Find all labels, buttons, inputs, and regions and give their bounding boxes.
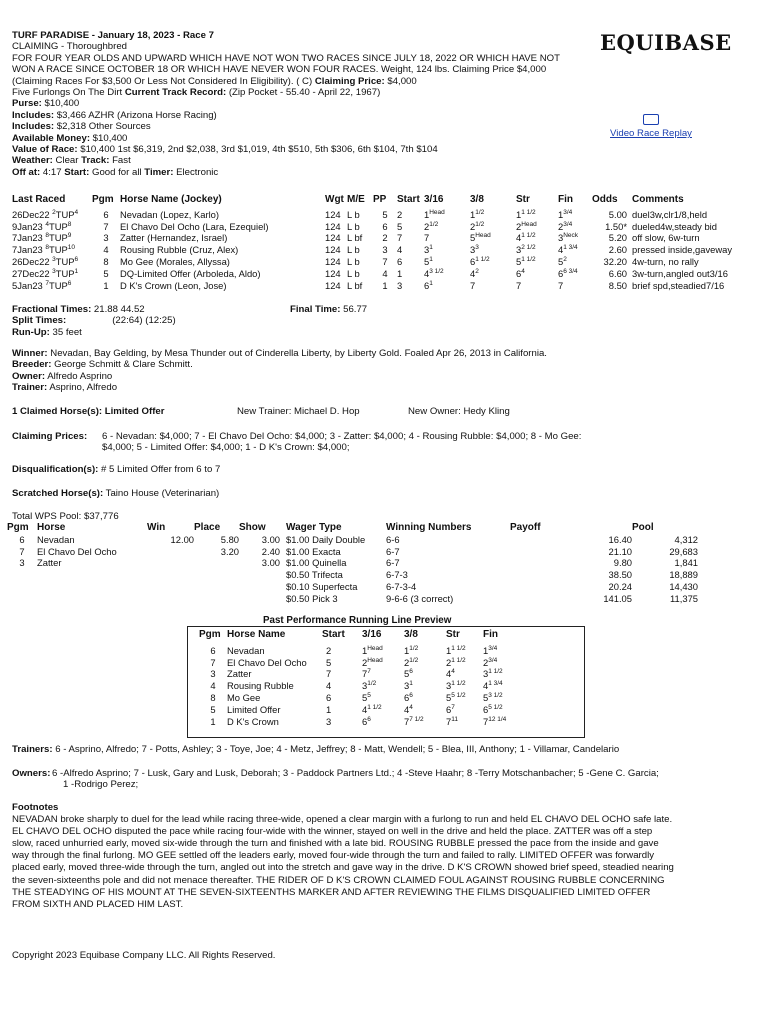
pp: 7 bbox=[382, 255, 388, 267]
last-raced: 27Dec22 $^3$TUP$^1$ bbox=[12, 267, 79, 279]
last-raced: 7Jan23 $^8$TUP$^{10}$ bbox=[12, 244, 75, 256]
col-fin: Fin bbox=[558, 194, 573, 205]
pp-row: 7 El Chavo Del Ocho 5 $2^{Head}$ $2^{1/2}$ $2^{1 1/2}$ $2^{3/4}$ bbox=[210, 656, 498, 668]
col-pgm: Pgm bbox=[92, 194, 114, 205]
col-last-raced: Last Raced bbox=[12, 194, 66, 205]
results-row bbox=[12, 256, 752, 268]
call-38: $6^{1 1/2}$ bbox=[470, 255, 490, 267]
results-row bbox=[12, 244, 752, 256]
available-money: Available Money: $10,400 bbox=[12, 132, 128, 144]
pp-row: 3 Zatter 7 $7^7$ $5^6$ $4^4$ $3^{1 1/2}$ bbox=[210, 668, 503, 680]
last-raced: 26Dec22 $^3$TUP$^6$ bbox=[12, 255, 79, 267]
trainer-line: Trainer: Asprino, Alfredo bbox=[12, 382, 118, 394]
wgt: 124 bbox=[325, 208, 341, 220]
pp: 1 bbox=[382, 279, 388, 291]
col-comments: Comments bbox=[632, 194, 684, 205]
pgm: 3 bbox=[103, 232, 109, 244]
horse-jockey: DQ-Limited Offer (Arboleda, Aldo) bbox=[120, 267, 261, 279]
includes-azhr: Includes: $3,466 AZHR (Arizona Horse Racing) bbox=[12, 109, 217, 121]
results-table bbox=[12, 194, 752, 291]
final-time: Final Time: 56.77 bbox=[290, 304, 368, 315]
odds: 1.50* bbox=[605, 220, 627, 232]
comment: duel3w,clr1/8,held bbox=[632, 208, 708, 220]
start: 5 bbox=[397, 220, 403, 232]
call-fin: $2^{3/4}$ bbox=[558, 220, 573, 232]
copyright: Copyright 2023 Equibase Company LLC. All Rights Reserved. bbox=[12, 950, 276, 961]
wager-row: $1.00 Daily Double 6-6 16.40 4,312 bbox=[286, 533, 698, 545]
pp: 2 bbox=[382, 232, 388, 244]
results-header-row bbox=[12, 194, 752, 206]
fractional-times: Fractional Times: 21.88 44.52 bbox=[12, 304, 145, 315]
last-raced: 7Jan23 $^8$TUP$^9$ bbox=[12, 232, 72, 244]
claimed-horses: 1 Claimed Horse(s): Limited Offer bbox=[12, 406, 165, 417]
pp-title: Past Performance Running Line Preview bbox=[263, 615, 452, 626]
wps-row: 3 Zatter 3.00 bbox=[19, 557, 280, 569]
run-up: Run-Up: 35 feet bbox=[12, 326, 82, 338]
claiming-prices: 6 - Nevadan: $4,000; 7 - El Chavo Del Ocho: $4,000; 3 - Zatter: $4,000; 4 - Rousing Rubble: $4,000; 8 - Mo Gee: $4,000; 5 - Limited Offer: $4,000; 1 - D K's Crown: $4,000; bbox=[102, 431, 582, 454]
video-replay-label[interactable]: Video Race Replay bbox=[610, 128, 692, 139]
pgm: 6 bbox=[103, 208, 109, 220]
comment: dueled4w,steady bid bbox=[632, 220, 717, 232]
wps-row: 7 El Chavo Del Ocho 3.20 2.40 bbox=[19, 545, 280, 557]
wager-row: $0.50 Trifecta 6-7-3 38.50 18,889 bbox=[286, 569, 698, 581]
wps-pool: Total WPS Pool: $37,776 bbox=[12, 511, 119, 522]
exotic-table: Wager Type Winning Numbers Payoff Pool $1.00 Daily Double 6-6 16.40 4,312 $1.00 Exacta 6-7 21.10 29,683 $1.00 Quinella 6-7 9.80 1,841 $0.50 Trifecta 6-7-3 38.50 18,889 $0.10 Superfecta 6-7-3-4 20.24 14,430 $0.50 Pick 3 9-6-6 (3 correct) 141.05 11,375 bbox=[286, 522, 698, 604]
race-header bbox=[12, 30, 560, 178]
pp-header-row: Pgm Horse Name Start 3/16 3/8 Str Fin bbox=[199, 629, 498, 640]
call-str: $3^{2 1/2}$ bbox=[516, 244, 536, 256]
last-raced: 26Dec22 $^2$TUP$^4$ bbox=[12, 208, 79, 220]
call-fin: $5^2$ bbox=[558, 255, 567, 267]
odds: 32.20 bbox=[603, 255, 627, 267]
pp: 3 bbox=[382, 244, 388, 256]
col-me: M/E bbox=[347, 194, 365, 205]
call-str: $2^{Head}$ bbox=[516, 220, 537, 232]
claiming-prices-label: Claiming Prices: bbox=[12, 431, 88, 442]
trainers-line: Trainers: 6 - Asprino, Alfredo; 7 - Potts, Ashley; 3 - Toye, Joe; 4 - Metz, Jeffrey; 8 - Matt, Wendell; 5 - Blea, III, Anthony; 1 - Villamar, Candelario bbox=[12, 744, 620, 755]
me: L bf bbox=[347, 279, 363, 291]
footnotes: Footnotes NEVADAN broke sharply to duel for the lead while racing three-wide, opened a clear margin with a furlong to run and held EL CHAVO DEL OCHO safe late. EL CHAVO DEL OCHO disputed the pace while racing four-wide with the winner, stayed on well in the drive and held the place. ZATTER was off a step slow, raced unhurried early, moved six-wide through the turn and finished with a late bid. ROUSING RUBBLE pressed the pace from the inside and gave way through the final furlong. MO GEE settled off the leaders early, moved four-wide through the turn and failed to rally. LIMITED OFFER was forwardly placed early, moved three-wide through the turn, angled out into the stretch and gave way in the drive. D K'S CROWN showed brief speed, steadied nearing the seven-sixteenths pole and did not menace thereafter. THE RIDER OF D K'S CROWN CLAIMED FOUL AGAINST ROUSING RUBBLE CONCERNING THE STEADYING OF HIS MOUNT AT THE SEVEN-SIXTEENTHS MARKER AND AFTER REVIEWING THE FILMS DISQUALIFIED LIMITED OFFER FROM SIXTH AND PLACED HIM LAST. bbox=[12, 802, 712, 911]
wgt: 124 bbox=[325, 267, 341, 279]
wgt: 124 bbox=[325, 220, 341, 232]
wager-row: $1.00 Exacta 6-7 21.10 29,683 bbox=[286, 545, 698, 557]
comment: pressed inside,gaveway bbox=[632, 244, 733, 256]
pp-row: 5 Limited Offer 1 $4^{1 1/2}$ $4^4$ $6^7$ $6^{5 1/2}$ bbox=[210, 703, 503, 715]
call-316: $5^1$ bbox=[424, 255, 433, 267]
wager-row: $0.10 Superfecta 6-7-3-4 20.24 14,430 bbox=[286, 580, 698, 592]
odds: 5.00 bbox=[608, 208, 627, 220]
race-distance: Five Furlongs On The Dirt Current Track Record: (Zip Pocket - 55.40 - April 22, 1967) bbox=[12, 87, 381, 99]
pp-row: 6 Nevadan 2 $1^{Head}$ $1^{1/2}$ $1^{1 1/2}$ $1^{3/4}$ bbox=[210, 644, 498, 656]
col-316: 3/16 bbox=[424, 194, 444, 205]
pgm: 4 bbox=[103, 244, 109, 256]
me: L b bbox=[347, 244, 360, 256]
value-of-race: Value of Race: $10,400 1st $6,319, 2nd $2,038, 3rd $1,019, 4th $510, 5th $306, 6th $104, 7th $104 bbox=[12, 144, 438, 156]
results-row bbox=[12, 221, 752, 233]
winner-block bbox=[12, 348, 547, 394]
call-str: $4^{1 1/2}$ bbox=[516, 232, 536, 244]
call-316: $3^1$ bbox=[424, 244, 433, 256]
start: 6 bbox=[397, 255, 403, 267]
start: 2 bbox=[397, 208, 403, 220]
video-replay-link[interactable] bbox=[610, 114, 692, 139]
times-block bbox=[12, 304, 176, 338]
me: L b bbox=[347, 255, 360, 267]
start: 7 bbox=[397, 232, 403, 244]
horse-jockey: D K's Crown (Leon, Jose) bbox=[120, 279, 227, 291]
call-str: $1^{1 1/2}$ bbox=[516, 208, 536, 220]
owners-list: 6 -Alfredo Asprino; 7 - Lusk, Gary and Lusk, Deborah; 3 - Paddock Partners Ltd.; 4 -Steve Haahr; 8 -Terry Motschanbacher; 5 -Gene C. Garcia; 1 -Rodrigo Perez; bbox=[52, 768, 659, 791]
call-fin: $3^{Neck}$ bbox=[558, 232, 579, 244]
me: L b bbox=[347, 220, 360, 232]
breeder-line: Breeder: George Schmitt & Clare Schmitt. bbox=[12, 359, 193, 371]
pp: 4 bbox=[382, 267, 388, 279]
call-fin: $4^{1 3/4}$ bbox=[558, 244, 578, 256]
wgt: 124 bbox=[325, 232, 341, 244]
horse-jockey: El Chavo Del Ocho (Lara, Ezequiel) bbox=[120, 220, 269, 232]
includes-other: Includes: $2,318 Other Sources bbox=[12, 121, 151, 133]
race-title: TURF PARADISE - January 18, 2023 - Race 7 bbox=[12, 30, 214, 41]
col-38: 3/8 bbox=[470, 194, 484, 205]
call-38: $2^{1/2}$ bbox=[470, 220, 485, 232]
pp-row: 1 D K's Crown 3 $6^6$ $7^{7 1/2}$ $7^{11}$ $7^{12 1/4}$ bbox=[210, 715, 507, 727]
start: 1 bbox=[397, 267, 403, 279]
race-conditions-2: WON A RACE SINCE OCTOBER 18 OR WHICH HAVE NEVER WON FOUR RACES. Weight, 124 lbs. Claiming Price $4,000 bbox=[12, 64, 547, 76]
me: L b bbox=[347, 267, 360, 279]
me: L bf bbox=[347, 232, 363, 244]
comment: 4w-turn, no rally bbox=[632, 255, 699, 267]
pgm: 8 bbox=[103, 255, 109, 267]
owners-label: Owners: bbox=[12, 768, 51, 779]
horse-jockey: Zatter (Hernandez, Israel) bbox=[120, 232, 228, 244]
weather-track: Weather: Clear Track: Fast bbox=[12, 155, 131, 167]
call-316: $4^{3 1/2}$ bbox=[424, 267, 444, 279]
footnotes-label: Footnotes bbox=[12, 802, 59, 813]
col-pp: PP bbox=[373, 194, 387, 205]
pp: 6 bbox=[382, 220, 388, 232]
call-38: $5^{Head}$ bbox=[470, 232, 491, 244]
horse-jockey: Rousing Rubble (Cruz, Alex) bbox=[120, 244, 239, 256]
odds: 2.60 bbox=[608, 244, 627, 256]
video-camera-icon bbox=[643, 114, 659, 125]
wgt: 124 bbox=[325, 255, 341, 267]
col-str: Str bbox=[516, 194, 530, 205]
col-start: Start bbox=[397, 194, 420, 205]
off-at-start: Off at: 4:17 Start: Good for all Timer: Electronic bbox=[12, 166, 219, 178]
results-row bbox=[12, 268, 752, 280]
start: 3 bbox=[397, 279, 403, 291]
results-row bbox=[12, 209, 752, 221]
pp-row: 8 Mo Gee 6 $5^5$ $6^6$ $5^{5 1/2}$ $5^{3 1/2}$ bbox=[210, 691, 503, 703]
comment: brief spd,steadied7/16 bbox=[632, 279, 725, 291]
wps-row: 6 Nevadan 12.00 5.80 3.00 bbox=[19, 533, 280, 545]
start: 4 bbox=[397, 244, 403, 256]
me: L b bbox=[347, 208, 360, 220]
call-fin: $6^{6 3/4}$ bbox=[558, 267, 578, 279]
call-fin: $1^{3/4}$ bbox=[558, 208, 573, 220]
pgm: 1 bbox=[103, 279, 109, 291]
split-times: Split Times: (22:64) (12:25) bbox=[12, 315, 176, 327]
last-raced: 5Jan23 $^7$TUP$^6$ bbox=[12, 279, 72, 291]
horse-jockey: Mo Gee (Morales, Allyssa) bbox=[120, 255, 230, 267]
col-wgt: Wgt bbox=[325, 194, 344, 205]
wager-row: $1.00 Quinella 6-7 9.80 1,841 bbox=[286, 557, 698, 569]
pp-row: 4 Rousing Rubble 4 $3^{1/2}$ $3^1$ $3^{1 1/2}$ $4^{1 3/4}$ bbox=[210, 680, 503, 692]
last-raced: 9Jan23 $^4$TUP$^8$ bbox=[12, 220, 72, 232]
scratched-horses: Scratched Horse(s): Taino House (Veterinarian) bbox=[12, 488, 220, 499]
call-str: $6^4$ bbox=[516, 267, 525, 279]
race-type: CLAIMING - Thoroughbred bbox=[12, 41, 127, 53]
comment: off slow, 6w-turn bbox=[632, 232, 700, 244]
disqualifications: Disqualification(s): # 5 Limited Offer from 6 to 7 bbox=[12, 464, 221, 475]
race-conditions-1: FOR FOUR YEAR OLDS AND UPWARD WHICH HAVE NOT WON TWO RACES SINCE JULY 18, 2022 OR WHICH HAVE NOT bbox=[12, 52, 560, 64]
pgm: 5 bbox=[103, 267, 109, 279]
call-38: $4^2$ bbox=[470, 267, 479, 279]
results-row bbox=[12, 232, 752, 244]
comment: 3w-turn,angled out3/16 bbox=[632, 267, 728, 279]
wgt: 124 bbox=[325, 279, 341, 291]
call-fin: 7 bbox=[558, 279, 564, 291]
call-str: $5^{1 1/2}$ bbox=[516, 255, 536, 267]
wps-table: Pgm Horse Win Place Show 6 Nevadan 12.00 5.80 3.00 7 El Chavo Del Ocho 3.20 2.40 3 Zatter 3.00 bbox=[7, 522, 280, 569]
col-odds: Odds bbox=[592, 194, 618, 205]
odds: 5.20 bbox=[608, 232, 627, 244]
owner-line: Owner: Alfredo Asprino bbox=[12, 370, 113, 382]
pp: 5 bbox=[382, 208, 388, 220]
call-316: 7 bbox=[424, 232, 430, 244]
wgt: 124 bbox=[325, 244, 341, 256]
call-316: $6^1$ bbox=[424, 279, 433, 291]
race-conditions-3: (Claiming Races For $3,500 Or Less Not Considered In Eligibility). ( C) Claiming Price: $4,000 bbox=[12, 75, 417, 87]
new-owner: New Owner: Hedy Kling bbox=[408, 406, 510, 417]
new-trainer: New Trainer: Michael D. Hop bbox=[237, 406, 360, 417]
wager-row: $0.50 Pick 3 9-6-6 (3 correct) 141.05 11,375 bbox=[286, 592, 698, 604]
odds: 8.50 bbox=[608, 279, 627, 291]
call-316: $2^{1/2}$ bbox=[424, 220, 439, 232]
horse-jockey: Nevadan (Lopez, Karlo) bbox=[120, 208, 220, 220]
winner-line: Winner: Nevadan, Bay Gelding, by Mesa Thunder out of Cinderella Liberty, by Liberty Gold. Foaled Apr 26, 2013 in California. bbox=[12, 348, 547, 359]
call-str: 7 bbox=[516, 279, 522, 291]
purse: Purse: $10,400 bbox=[12, 98, 80, 110]
call-38: $1^{1/2}$ bbox=[470, 208, 485, 220]
results-row bbox=[12, 280, 752, 292]
odds: 6.60 bbox=[608, 267, 627, 279]
call-38: $3^3$ bbox=[470, 244, 479, 256]
col-horse: Horse Name (Jockey) bbox=[120, 194, 222, 205]
pgm: 7 bbox=[103, 220, 109, 232]
equibase-logo: EQUIBASE bbox=[600, 30, 732, 55]
call-38: 7 bbox=[470, 279, 476, 291]
call-316: $1^{Head}$ bbox=[424, 208, 445, 220]
past-performance-box bbox=[187, 626, 585, 738]
